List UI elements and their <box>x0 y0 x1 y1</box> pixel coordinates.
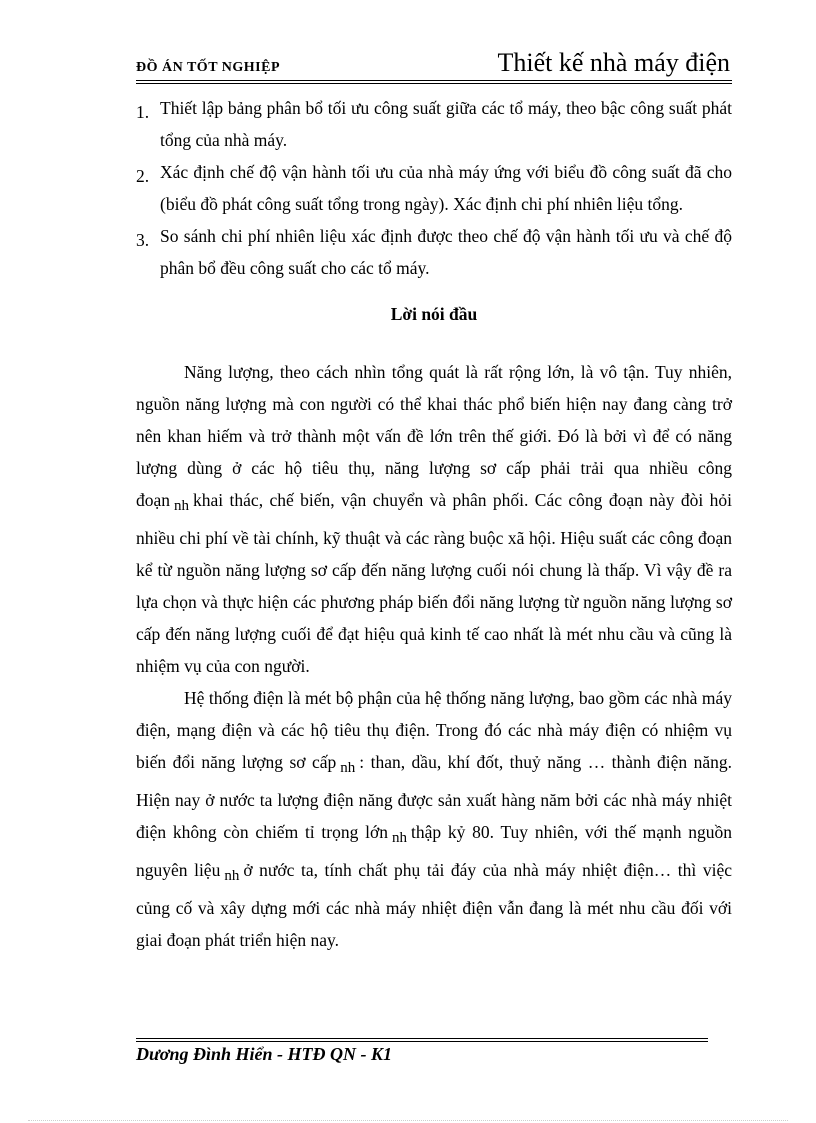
task-list <box>136 92 732 284</box>
paragraph-text: ở nước ta, tính chất phụ tải đáy của nhà máy nhiệt điện… thì việc củng cố và xây dựng mới các nhà máy nhiệt điện vẫn đang là mét nhu cầu đối với giai đoạn phát triển hiện nay. <box>136 860 732 950</box>
subscript-mark: nh <box>340 760 356 776</box>
paragraph-text: thập kỷ 80. Tuy nhiên, với thế mạnh nguồn nguyên liệu <box>136 822 732 880</box>
list-number: 3. <box>136 230 150 250</box>
list-number: 2. <box>136 166 150 186</box>
subscript-mark: nh <box>392 830 408 846</box>
list-text: So sánh chi phí nhiên liệu xác định được theo chế độ vận hành tối ưu và chế độ phân bổ đều công suất cho các tổ máy. <box>160 226 732 278</box>
footer-rule <box>136 1038 708 1042</box>
list-item <box>136 220 732 284</box>
paragraph-intro <box>136 356 732 682</box>
page-header <box>136 44 732 84</box>
section-heading: Lời nói đầu <box>390 304 478 324</box>
list-item <box>136 92 732 156</box>
paragraph-power-system <box>136 682 732 956</box>
subscript-mark: nh <box>224 868 240 884</box>
header-doc-type: ĐỒ ÁN TỐT NGHIỆP <box>136 60 281 75</box>
header-rule <box>136 80 732 84</box>
subscript-mark: nh <box>174 498 190 514</box>
list-text: Xác định chế độ vận hành tối ưu của nhà máy ứng với biểu đồ công suất đã cho (biểu đồ phát công suất tổng trong ngày). Xác định chi phí nhiên liệu tổng. <box>160 162 732 214</box>
page-bottom-border <box>28 1120 788 1121</box>
list-item <box>136 156 732 220</box>
list-text: Thiết lập bảng phân bổ tối ưu công suất giữa các tổ máy, theo bậc công suất phát tổng của nhà máy. <box>160 98 732 150</box>
paragraph-text: Hệ thống điện là mét bộ phận của hệ thống năng lượng, bao gồm các nhà máy điện, mạng điện và các hộ tiêu thụ điện. Trong đó các nhà máy điện có nhiệm vụ biến đổi năng lượng sơ cấp <box>136 688 732 772</box>
header-title: Thiết kế nhà máy điện <box>497 48 730 77</box>
page-footer: Dương Đình Hiển - HTĐ QN - K1 <box>136 1044 392 1064</box>
paragraph-text: Năng lượng, theo cách nhìn tổng quát là rất rộng lớn, là vô tận. Tuy nhiên, nguồn năng lượng mà con người có thể khai thác phổ biến hiện nay đang càng trở nên khan hiếm và trở thành một vấn đề lớn trên thế giới. Đó là bởi vì để có năng lượng dùng ở các hộ tiêu thụ, năng lượng sơ cấp phải trải qua nhiều công đoạn <box>136 362 732 510</box>
paragraph-text: khai thác, chế biến, vận chuyển và phân phối. Các công đoạn này đòi hỏi nhiều chi phí về tài chính, kỹ thuật và các ràng buộc xã hội. Hiệu suất các công đoạn kể từ nguồn năng lượng sơ cấp đến năng lượng cuối nói chung là thấp. Vì vậy đề ra lựa chọn và thực hiện các phương pháp biến đổi năng lượng từ nguồn năng lượng sơ cấp đến năng lượng cuối để đạt hiệu quả kinh tế cao nhất là mét nhu cầu và cũng là nhiệm vụ của con người. <box>136 490 732 676</box>
paragraph-text: : than, dầu, khí đốt, thuỷ năng … thành điện năng. Hiện nay ở nước ta lượng điện năng được sản xuất hàng năm bởi các nhà máy nhiệt điện không còn chiếm tỉ trọng lớn <box>136 752 732 842</box>
list-number: 1. <box>136 102 150 122</box>
page-content <box>136 92 732 956</box>
